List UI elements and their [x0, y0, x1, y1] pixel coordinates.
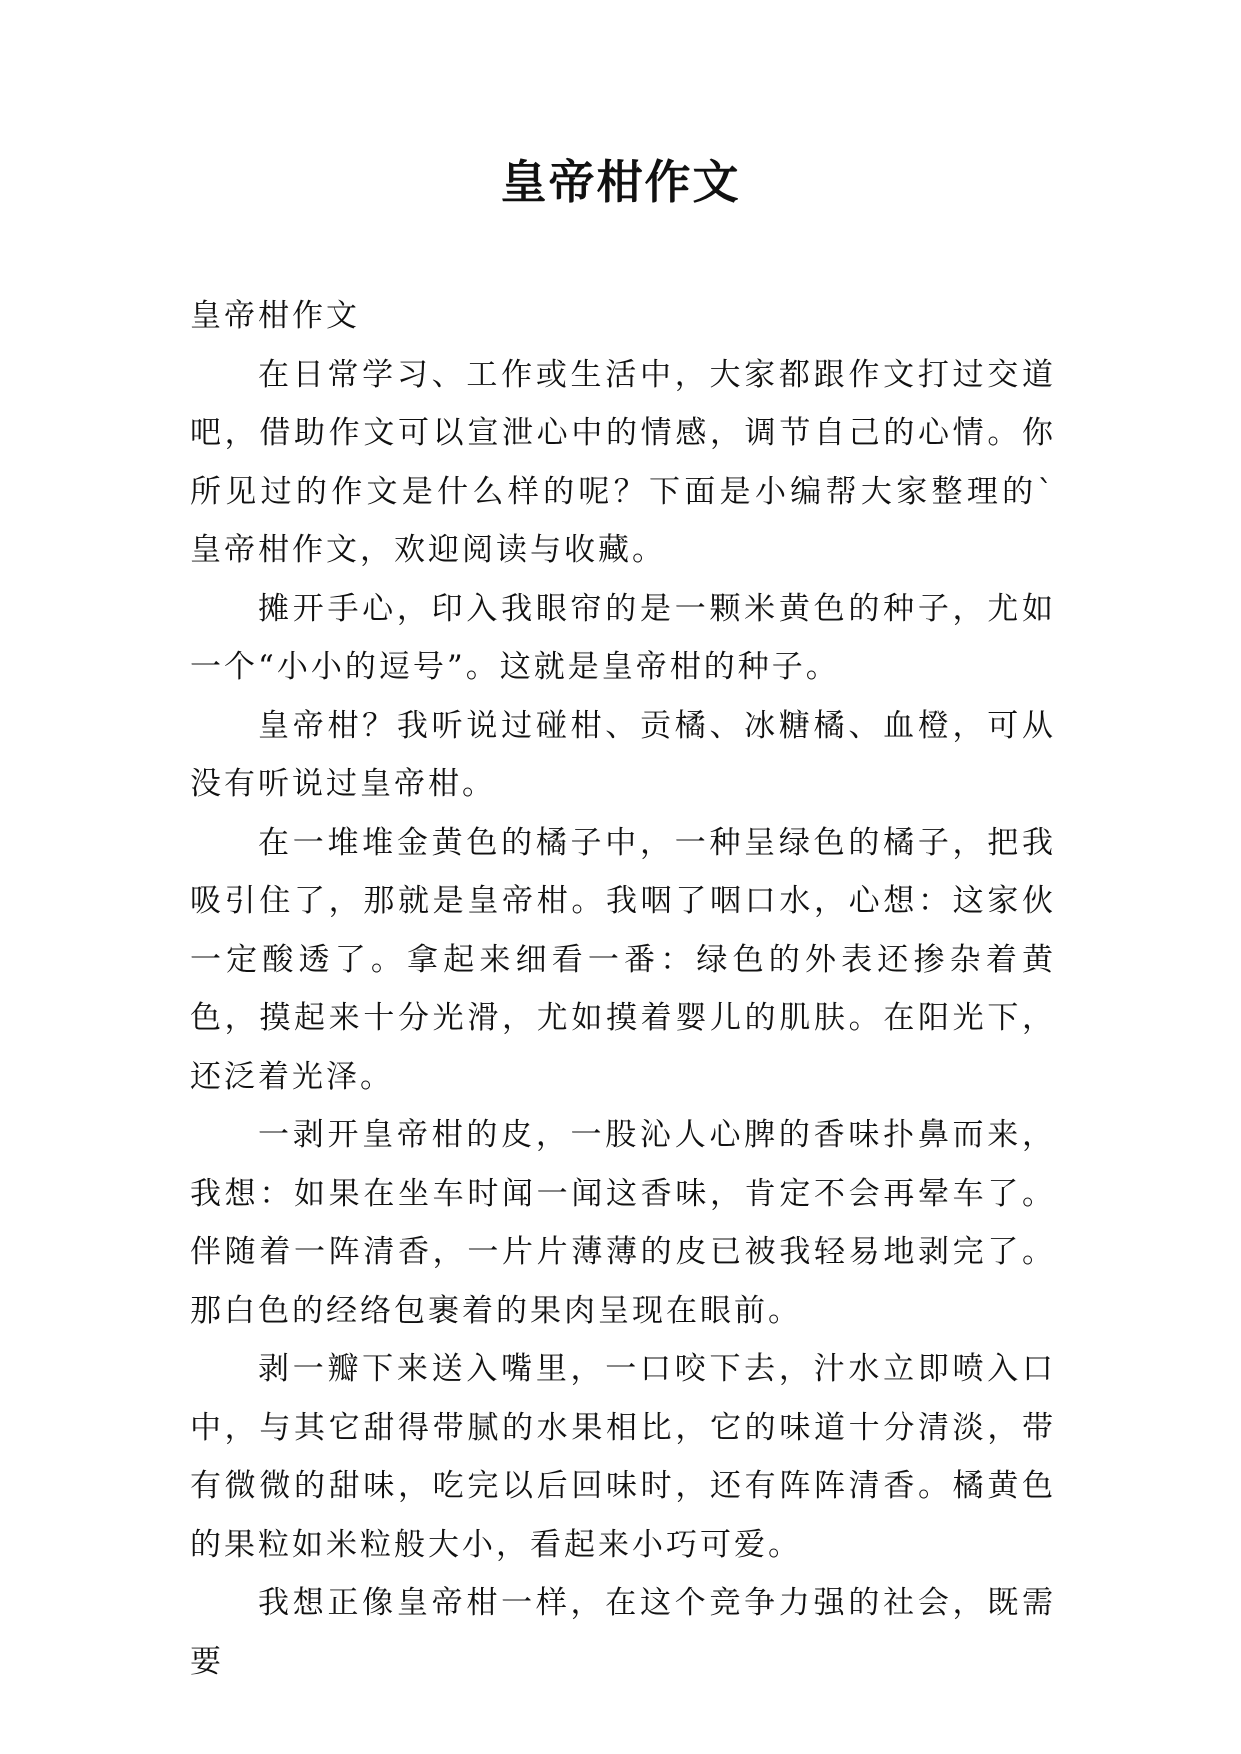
document-subtitle: 皇帝柑作文 — [190, 298, 360, 334]
paragraph: 我想正像皇帝柑一样，在这个竞争力强的社会，既需要 — [190, 1585, 1056, 1680]
paragraph: 在日常学习、工作或生活中，大家都跟作文打过交道吧，借助作文可以宣泄心中的情感，调节自己的心情。你所见过的作文是什么样的呢？下面是小编帮大家整理的`皇帝柑作文，欢迎阅读与收藏。 — [190, 356, 1056, 568]
paragraph: 摊开手心，印入我眼帘的是一颗米黄色的种子，尤如一个“小小的逗号”。这就是皇帝柑的种子。 — [190, 590, 1056, 685]
paragraph: 一剥开皇帝柑的皮，一股沁人心脾的香味扑鼻而来，我想：如果在坐车时闻一闻这香味，肯定不会再晕车了。伴随着一阵清香，一片片薄薄的皮已被我轻易地剥完了。那白色的经络包裹着的果肉呈现在眼前。 — [190, 1117, 1056, 1329]
paragraph: 剥一瓣下来送入嘴里，一口咬下去，汁水立即喷入口中，与其它甜得带腻的水果相比，它的味道十分清淡，带有微微的甜味，吃完以后回味时，还有阵阵清香。橘黄色的果粒如米粒般大小，看起来小巧可爱。 — [190, 1351, 1056, 1563]
paragraph: 皇帝柑？我听说过碰柑、贡橘、冰糖橘、血橙，可从没有听说过皇帝柑。 — [190, 707, 1056, 802]
document-title: 皇帝柑作文 — [500, 155, 741, 209]
document-body — [190, 287, 1056, 1691]
paragraph: 在一堆堆金黄色的橘子中，一种呈绿色的橘子，把我吸引住了，那就是皇帝柑。我咽了咽口水，心想：这家伙一定酸透了。拿起来细看一番：绿色的外表还掺杂着黄色，摸起来十分光滑，尤如摸着婴儿的肌肤。在阳光下，还泛着光泽。 — [190, 824, 1056, 1095]
